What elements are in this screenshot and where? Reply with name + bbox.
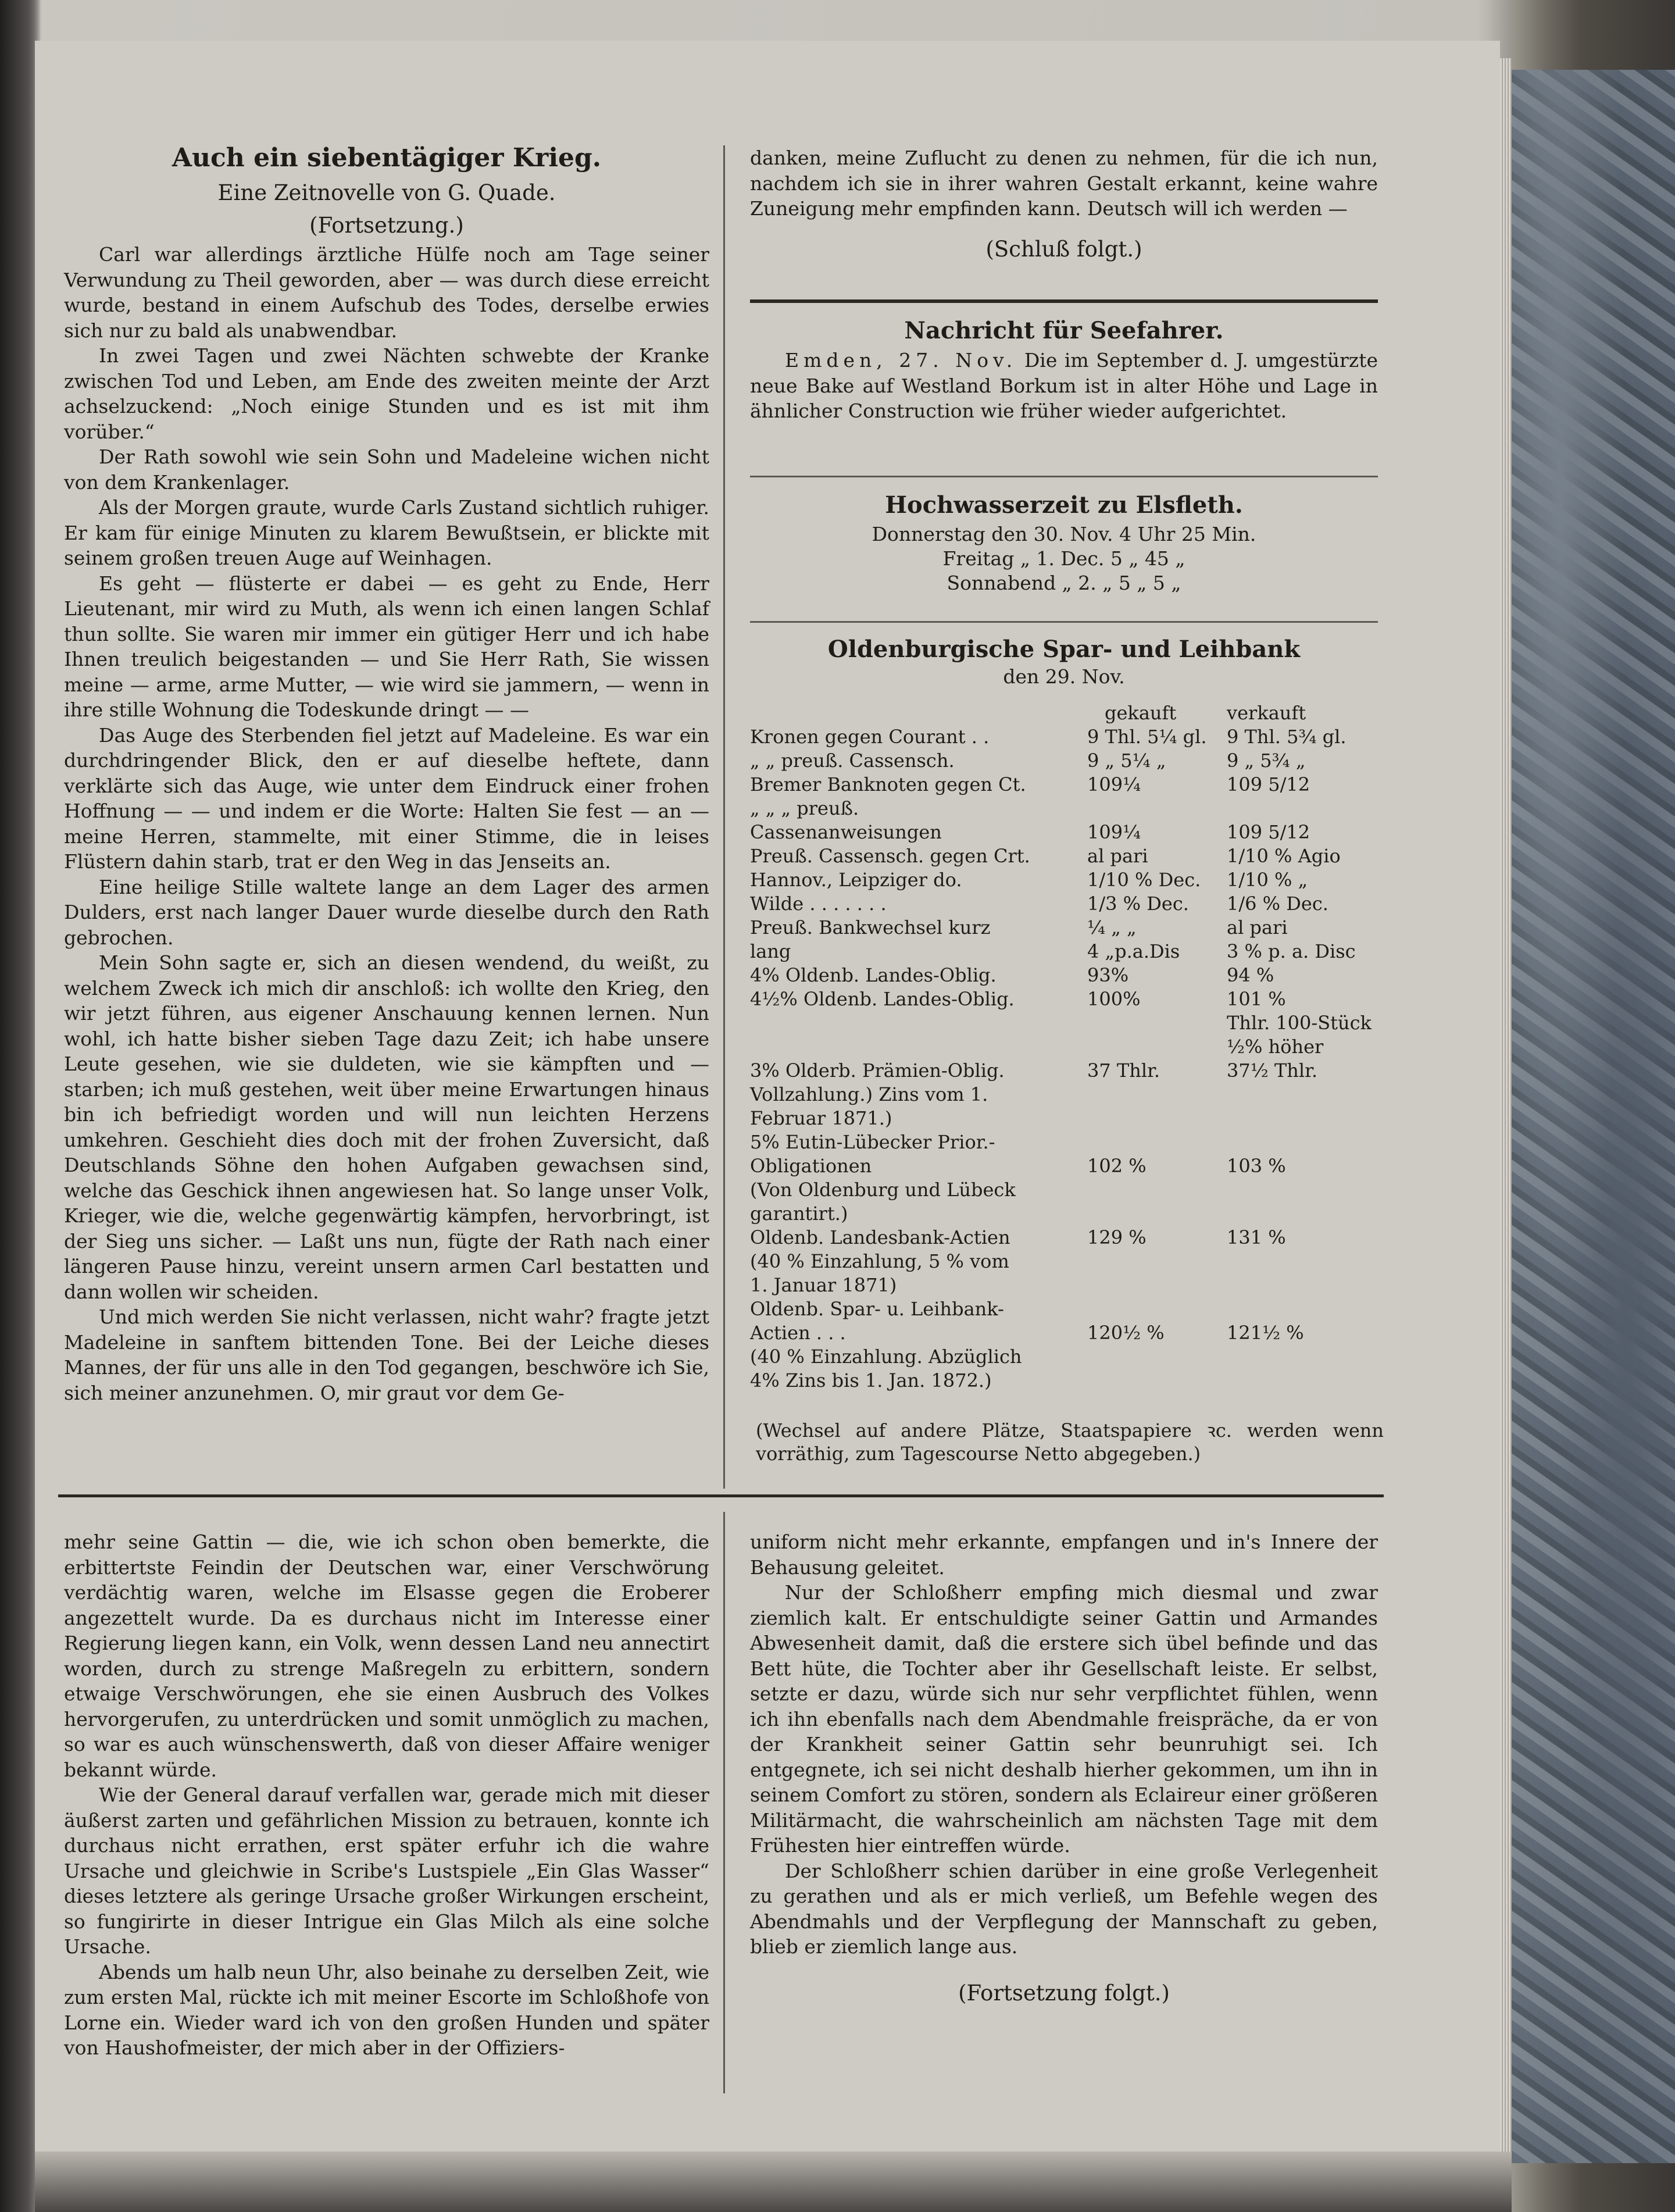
story-paragraph: Als der Morgen graute, wurde Carls Zustand sichtlich ruhiger. Er kam für einige Minuten zu klarem Bewußtsein, er blickte mit seinem großen treuen Auge auf Weinhagen. [64,496,709,569]
story-paragraph: uniform nicht mehr erkannte, empfangen und in's Innere der Behausung geleitet. [750,1530,1378,1579]
rate-label: lang [750,940,791,962]
rate-sold: 1/10 % Agio [1227,845,1341,867]
column-divider [723,1512,725,2093]
rate-sold: 101 % [1227,988,1286,1010]
header-sold: verkauft [1227,702,1306,724]
rate-row [750,916,1378,940]
rate-label: Hannov., Leipziger do. [750,869,962,891]
section-rule [750,299,1378,303]
rate-sold: 3 % p. a. Disc [1227,940,1356,962]
story-paragraph: Der Schloßherr schien darüber in eine große Verlegenheit zu gerathen und als er mich verließ, um Befehle wegen des Abendmahls und der Verpflegung der Mannschaft zu geben, blieb er ziemlich lange aus. [750,1859,1378,1958]
rate-row [750,725,1378,749]
rate-sold: 94 % [1227,964,1274,986]
rate-bought: al pari [1087,845,1148,867]
rate-bought: 37 Thlr. [1087,1059,1160,1082]
story-closing: (Fortsetzung folgt.) [958,1980,1170,2006]
rate-label: 4% Zins bis 1. Jan. 1872.) [750,1369,992,1392]
rate-label: Wilde . . . . . . . [750,893,887,915]
rate-row [750,1130,1378,1154]
story-end-column [750,145,1378,266]
story-paragraph: Das Auge des Sterbenden fiel jetzt auf Madeleine. Es war ein durchdringender Blick, den er auf dieselbe heftete, dann verklärte sich das Auge, wie unter dem Eindruck einer frohen Hoffnung — — und indem er die Worte: Halten Sie fest — an — meine Herren, stammelte, mit einer Stimme, die in leises Flüstern dahin starb, trat er den Weg in das Jenseits an. [64,723,709,873]
rate-row [750,1202,1378,1226]
rate-label: Bremer Banknoten gegen Ct. [750,773,1026,795]
story-paragraph: danken, meine Zuflucht zu denen zu nehmen, für die ich nun, nachdem ich sie in ihrer wahren Gestalt erkannt, keine wahre Zuneigung mehr empfinden kann. Deutsch will ich werden — [750,147,1378,220]
rate-label: 1. Januar 1871) [750,1274,897,1296]
rate-row [750,1226,1378,1250]
rate-row [750,773,1378,797]
rate-row [750,797,1378,820]
rate-row [750,868,1378,892]
rate-label: (40 % Einzahlung, 5 % vom [750,1250,1009,1272]
story-continuation: (Fortsetzung.) [309,213,464,238]
rate-row [750,1178,1378,1202]
rate-sold: 9 „ 5¾ „ [1227,750,1306,772]
story-paragraph: Abends um halb neun Uhr, also beinahe zu derselben Zeit, wie zum ersten Mal, rückte ich mit meiner Escorte im Schloßhofe von Lorne ein. Wieder ward ich von den großen Hunden und später von Haushofmeister, der mich aber in der Offiziers- [64,1960,709,2059]
rate-row [750,1369,1378,1393]
table-header-row [750,701,1378,725]
notice-dateline: Emden, 27. Nov. [785,349,1017,372]
rate-bought: 9 Thl. 5¼ gl. [1087,726,1207,748]
rate-label: Obligationen [750,1155,872,1177]
rate-row [750,1107,1378,1130]
rate-label: Oldenb. Spar- u. Leihbank- [750,1298,1004,1320]
rate-label: Vollzahlung.) Zins vom 1. [750,1083,988,1105]
rate-label: Preuß. Cassensch. gegen Crt. [750,845,1030,867]
story-paragraph: Und mich werden Sie nicht verlassen, nicht wahr? fragte jetzt Madeleine in sanftem bittenden Tone. Bei der Leiche dieses Mannes, der für uns alle in den Tod gegangen, beschwöre ich Sie, sich meiner anzunehmen. O, mir graut vor dem Ge- [64,1305,709,1404]
rate-row [750,1083,1378,1107]
rate-label: Oldenb. Landesbank-Actien [750,1226,1010,1248]
rate-label: „ „ preuß. Cassensch. [750,750,955,772]
rate-label: Preuß. Bankwechsel kurz [750,916,991,939]
rate-row [750,1321,1378,1345]
rate-row [750,749,1378,773]
tide-times [750,488,1378,595]
bank-footnote: (Wechsel auf andere Plätze, Staatspapiere ꝛc. werden wenn vorräthig, zum Tagescourse Netto abgegeben.) [756,1419,1384,1465]
bank-title: Oldenburgische Spar- und Leihbank [827,636,1301,663]
rate-sold: 109 5/12 [1227,821,1310,843]
rate-sold: al pari [1227,916,1288,939]
rate-sold: 131 % [1227,1226,1286,1248]
mariners-notice [750,314,1378,424]
tide-row: Donnerstag den 30. Nov. 4 Uhr 25 Min. [872,523,1256,545]
tides-title: Hochwasserzeit zu Elsfleth. [885,491,1243,519]
rate-bought: 102 % [1087,1155,1147,1177]
section-rule [750,476,1378,477]
rate-sold: ½% höher [1227,1036,1324,1058]
rate-sold: 9 Thl. 5¾ gl. [1227,726,1347,748]
rate-label: garantirt.) [750,1203,848,1225]
rate-label: Actien . . . [750,1322,846,1344]
story-paragraph: Mein Sohn sagte er, sich an diesen wendend, du weißt, zu welchem Zweck ich mich dir anschloß: ich wollte den Krieg, den wir jetzt führen, aus eigener Anschauung kennen lernen. Nun wohl, ich hatte bisher sieben Tage dazu Zeit; ich habe unsere Leute gesehen, wie sie duldeten, wie sie kämpften und — starben; ich muß gestehen, weit über meine Erwartungen hinaus bin ich befriedigt worden und will nun leichten Herzens umkehren. Geschieht dies doch mit der frohen Zuversicht, daß Deutschlands Söhne den hohen Aufgaben gewachsen sind, welche das Geschick ihnen angewiesen hat. So lange unser Volk, Krieger, wie die, welche gegenwärtig kämpfen, hervorbringt, ist der Sieg uns sicher. — Laßt uns nun, fügte der Rath nach einer längeren Pause hinzu, vereint unsern armen Carl bestatten und dann wollen wir scheiden. [64,951,709,1303]
story-paragraph: mehr seine Gattin — die, wie ich schon oben bemerkte, die erbittertste Feindin der Deutschen war, einer Verschwörung verdächtig waren, welche im Elsasse gegen die Eroberer angezettelt wurde. Da es durchaus nicht im Interesse einer Regierung liegen kann, ein Volk, wenn dessen Land neu annectirt worden, durch zu strenge Maßregeln zu erbittern, sondern etwaige Verschwörungen, ehe sie einen Ausbruch des Volkes hervorgerufen, zu unterdrücken und somit unmöglich zu machen, so war es auch wünschenswerth, daß von dieser Affaire weniger bekannt würde. [64,1530,709,1781]
rate-sold: 109 5/12 [1227,773,1310,795]
rate-row [750,892,1378,916]
rate-row [750,1035,1378,1059]
rate-row [750,940,1378,964]
rate-label: Kronen gegen Courant . . [750,726,990,748]
rate-sold: 37½ Thlr. [1227,1059,1318,1082]
rate-bought: 1/3 % Dec. [1087,893,1189,915]
rate-label: 3% Olderb. Prämien-Oblig. [750,1059,1005,1082]
rate-label: (Von Oldenburg und Lübeck [750,1179,1016,1201]
story-paragraph: Der Rath sowohl wie sein Sohn und Madeleine wichen nicht von dem Krankenlager. [64,445,709,494]
section-rule [750,621,1378,623]
rate-label: (40 % Einzahlung. Abzüglich [750,1346,1022,1368]
bank-date: den 29. Nov. [1003,665,1125,688]
story-byline: Eine Zeitnovelle von G. Quade. [217,180,556,205]
rate-row [750,1250,1378,1273]
rate-sold: 121½ % [1227,1322,1304,1344]
marbled-cover [1512,70,1675,2163]
story-paragraph: In zwei Tagen und zwei Nächten schwebte der Kranke zwischen Tod und Leben, am Ende des zweiten meinte der Arzt achselzuckend: „Noch einige Stunden und es ist mit ihm vorüber.“ [64,344,709,443]
bank-header [750,634,1378,688]
rate-sold: Thlr. 100-Stück [1227,1012,1372,1034]
rate-row [750,987,1378,1011]
second-story-column-left [64,1529,709,2061]
rate-sold: 1/6 % Dec. [1227,893,1328,915]
rate-row [750,1059,1378,1083]
rate-row [750,1345,1378,1369]
rate-label: Cassenanweisungen [750,821,942,843]
rate-row [750,964,1378,987]
story-paragraph: Wie der General darauf verfallen war, gerade mich mit dieser äußerst zarten und gefährlichen Mission zu betrauen, konnte ich durchaus nicht errathen, erst später erfuhr ich die wahre Ursache und gleichwie in Scribe's Lustspiele „Ein Glas Wasser“ dieses letztere als geringe Ursache großer Wirkungen erscheint, so fungirirte in dieser Intrigue ein Glas Milch als eine solche Ursache. [64,1783,709,1958]
page-rule [58,1494,1384,1497]
rate-label: 5% Eutin-Lübecker Prior.- [750,1131,995,1153]
rate-row [750,1273,1378,1297]
rate-label: Februar 1871.) [750,1107,892,1129]
rate-row [750,844,1378,868]
tide-row: Freitag „ 1. Dec. 5 „ 45 „ [942,547,1185,570]
story-paragraph: Eine heilige Stille waltete lange an dem Lager des armen Dulders, erst nach langer Dauer wurde dieselbe durch den Rath gebrochen. [64,875,709,949]
rate-label: 4½% Oldenb. Landes-Oblig. [750,988,1015,1010]
rate-bought: 109¼ [1087,821,1141,843]
rate-bought: 100% [1087,988,1141,1010]
tide-row: Sonnabend „ 2. „ 5 „ 5 „ [947,572,1181,594]
rate-row [750,1297,1378,1321]
rate-sold: 1/10 % „ [1227,869,1308,891]
rate-bought: 129 % [1087,1226,1147,1248]
rate-bought: 9 „ 5¼ „ [1087,750,1166,772]
story-closing: (Schluß folgt.) [985,236,1142,262]
rate-row [750,1154,1378,1178]
rate-bought: 4 „p.a.Dis [1087,940,1180,962]
notice-body: Die im September d. J. umgestürzte neue Bake auf Westland Borkum ist in alter Höhe und Lage in ähnlicher Construction wie früher wieder aufgerichtet. [750,349,1378,422]
rate-row [750,1011,1378,1035]
serial-story-column [64,140,709,1405]
page-bottom-edge [35,2152,1512,2212]
story-paragraph: Carl war allerdings ärztliche Hülfe noch am Tage seiner Verwundung zu Theil geworden, aber — was durch diese erreicht wurde, bestand in einem Aufschub des Todes, derselbe erwies sich nur zu bald als unabwendbar. [64,243,709,342]
rate-bought: ¼ „ „ [1087,916,1137,939]
second-story-column-right [750,1529,1378,2010]
rate-row [750,820,1378,844]
rate-label: 4% Oldenb. Landes-Oblig. [750,964,997,986]
rate-bought: 1/10 % Dec. [1087,869,1201,891]
rate-bought: 120½ % [1087,1322,1165,1344]
notice-title: Nachricht für Seefahrer. [904,317,1224,344]
story-paragraph: Es geht — flüsterte er dabei — es geht zu Ende, Herr Lieutenant, mir wird zu Muth, als wenn ich einen langen Schlaf thun sollte. Sie waren mir immer ein gütiger Herr und ich habe Ihnen treulich beigestanden — und Sie Herr Rath, Sie wissen meine — arme, arme Mutter, — wie wird sie jammern, — wenn in ihre stille Wohnung die Todeskunde dringt — — [64,572,709,721]
story-title: Auch ein siebentägiger Krieg. [172,143,602,173]
rate-bought: 109¼ [1087,773,1141,795]
header-bought: gekauft [1105,702,1177,724]
column-divider [723,145,725,1489]
story-paragraph: Nur der Schloßherr empfing mich diesmal und zwar ziemlich kalt. Er entschuldigte seiner Gattin und Armandes Abwesenheit damit, daß die erstere sich übel befinde und das Bett hüte, die Tochter aber ihr Gesellschaft leiste. Er selbst, setzte er dazu, würde sich nur sehr verpflichtet fühlen, wenn ich ihn ebenfalls nach dem Abendmahle freispräche, da er von der Krankheit seiner Gattin sehr beunruhigt sei. Ich entgegnete, ich sei nicht deshalb hierher gekommen, um ihn in seinem Comfort zu stören, sondern als Eclaireur einer größeren Militärmacht, die wahrscheinlich am nächsten Tage mit dem Frühesten hier eintreffen würde. [750,1581,1378,1857]
rate-label: „ „ „ preuß. [750,797,859,819]
rate-sold: 103 % [1227,1155,1286,1177]
rate-bought: 93% [1087,964,1129,986]
rates-table [750,701,1378,1393]
